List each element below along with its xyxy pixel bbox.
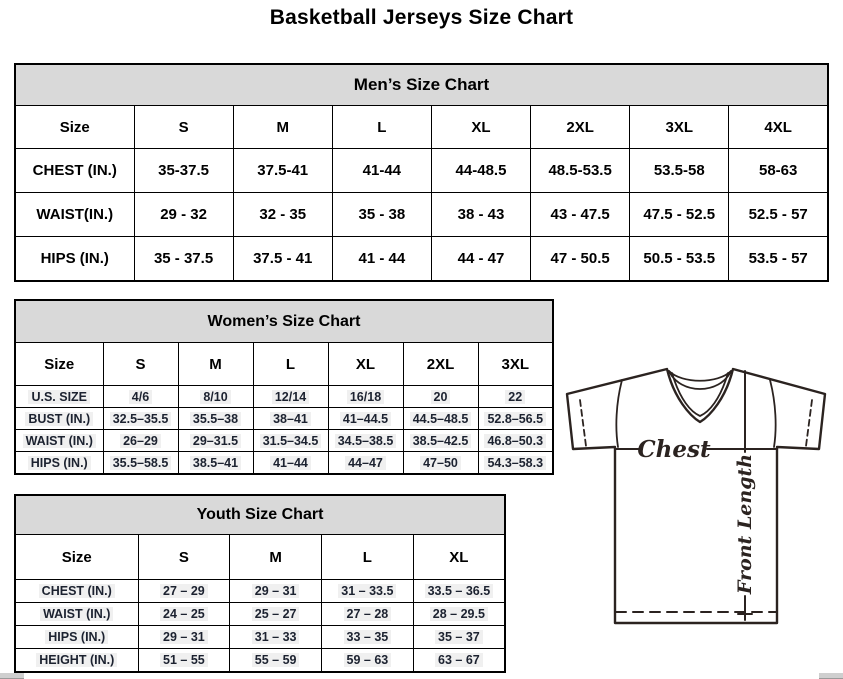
column-header: XL	[431, 106, 530, 149]
jersey-outline-shape	[567, 369, 825, 623]
size-value-cell: 44 - 47	[431, 237, 530, 282]
table-row	[15, 430, 553, 452]
collar-band-curve-1	[669, 371, 731, 381]
column-header: Size	[15, 535, 138, 580]
size-value-cell: 24 – 25	[138, 603, 230, 626]
column-header: 2XL	[403, 343, 478, 386]
left-armhole-seam	[616, 380, 622, 447]
size-value-cell: 35 – 37	[413, 626, 505, 649]
table-row	[15, 580, 505, 603]
row-label: HIPS (IN.)	[15, 626, 138, 649]
size-value-cell: 35-37.5	[134, 149, 233, 193]
column-header-row	[15, 535, 505, 580]
row-label: CHEST (IN.)	[15, 149, 134, 193]
table-row	[15, 603, 505, 626]
size-value-cell: 51 – 55	[138, 649, 230, 673]
size-value-cell: 27 – 29	[138, 580, 230, 603]
column-header-row	[15, 343, 553, 386]
size-value-cell: 29 - 32	[134, 193, 233, 237]
size-value-cell: 41 - 44	[332, 237, 431, 282]
size-value-cell: 47 - 50.5	[531, 237, 630, 282]
table-row	[15, 649, 505, 673]
row-label: HIPS (IN.)	[15, 237, 134, 282]
size-value-cell: 37.5 - 41	[233, 237, 332, 282]
size-value-cell: 26–29	[103, 430, 178, 452]
column-header: M	[178, 343, 253, 386]
size-value-cell: 4/6	[103, 386, 178, 408]
mens-size-chart-table	[14, 63, 829, 282]
right-armhole-seam	[770, 380, 776, 447]
table-row	[15, 193, 828, 237]
jersey-measurement-diagram	[558, 358, 838, 628]
womens-size-chart-table	[14, 299, 554, 475]
size-value-cell: 27 – 28	[322, 603, 414, 626]
size-value-cell: 58-63	[729, 149, 828, 193]
size-value-cell: 43 - 47.5	[531, 193, 630, 237]
column-header: 3XL	[630, 106, 729, 149]
size-value-cell: 28 – 29.5	[413, 603, 505, 626]
size-value-cell: 25 – 27	[230, 603, 322, 626]
size-value-cell: 33 – 35	[322, 626, 414, 649]
right-cuff-dashed-line	[806, 400, 812, 446]
size-value-cell: 20	[403, 386, 478, 408]
column-header: S	[138, 535, 230, 580]
size-value-cell: 22	[478, 386, 553, 408]
table-title: Men’s Size Chart	[15, 64, 828, 106]
youth-size-chart-table	[14, 494, 506, 673]
column-header: 3XL	[478, 343, 553, 386]
size-value-cell: 33.5 – 36.5	[413, 580, 505, 603]
size-value-cell: 55 – 59	[230, 649, 322, 673]
size-value-cell: 38.5–42.5	[403, 430, 478, 452]
size-value-cell: 52.8–56.5	[478, 408, 553, 430]
scrollbar-corner-right	[819, 673, 843, 679]
size-value-cell: 48.5-53.5	[531, 149, 630, 193]
size-value-cell: 53.5 - 57	[729, 237, 828, 282]
row-label: WAIST (IN.)	[15, 603, 138, 626]
page-title: Basketball Jerseys Size Chart	[269, 6, 574, 29]
column-header: Size	[15, 106, 134, 149]
size-value-cell: 59 – 63	[322, 649, 414, 673]
size-value-cell: 44–47	[328, 452, 403, 475]
size-value-cell: 12/14	[253, 386, 328, 408]
chest-label: Chest	[637, 436, 711, 463]
column-header: Size	[15, 343, 103, 386]
size-value-cell: 44.5–48.5	[403, 408, 478, 430]
column-header: 2XL	[531, 106, 630, 149]
row-label: BUST (IN.)	[15, 408, 103, 430]
collar-inner-vee	[672, 373, 728, 416]
size-value-cell: 38–41	[253, 408, 328, 430]
table-row	[15, 626, 505, 649]
size-value-cell: 35.5–38	[178, 408, 253, 430]
column-header: M	[230, 535, 322, 580]
scrollbar-corner-left	[0, 673, 24, 679]
row-label: HIPS (IN.)	[15, 452, 103, 475]
size-value-cell: 50.5 - 53.5	[630, 237, 729, 282]
column-header: XL	[413, 535, 505, 580]
size-value-cell: 41–44.5	[328, 408, 403, 430]
size-value-cell: 31.5–34.5	[253, 430, 328, 452]
front-length-label: Front Length	[734, 453, 756, 595]
size-value-cell: 8/10	[178, 386, 253, 408]
column-header: XL	[328, 343, 403, 386]
size-value-cell: 46.8–50.3	[478, 430, 553, 452]
size-value-cell: 31 – 33.5	[322, 580, 414, 603]
size-value-cell: 47.5 - 52.5	[630, 193, 729, 237]
table-title: Women’s Size Chart	[15, 300, 553, 343]
size-value-cell: 35 - 37.5	[134, 237, 233, 282]
table-title: Youth Size Chart	[15, 495, 505, 535]
row-label: U.S. SIZE	[15, 386, 103, 408]
row-label: WAIST (IN.)	[15, 430, 103, 452]
row-label: CHEST (IN.)	[15, 580, 138, 603]
column-header: L	[253, 343, 328, 386]
size-value-cell: 29–31.5	[178, 430, 253, 452]
table-row	[15, 237, 828, 282]
column-header: L	[322, 535, 414, 580]
size-value-cell: 16/18	[328, 386, 403, 408]
row-label: WAIST(IN.)	[15, 193, 134, 237]
column-header: S	[134, 106, 233, 149]
size-value-cell: 47–50	[403, 452, 478, 475]
size-value-cell: 32.5–35.5	[103, 408, 178, 430]
size-value-cell: 32 - 35	[233, 193, 332, 237]
size-value-cell: 29 – 31	[230, 580, 322, 603]
size-value-cell: 38.5–41	[178, 452, 253, 475]
table-row	[15, 408, 553, 430]
table-row	[15, 386, 553, 408]
column-header: L	[332, 106, 431, 149]
size-value-cell: 52.5 - 57	[729, 193, 828, 237]
size-value-cell: 63 – 67	[413, 649, 505, 673]
size-value-cell: 29 – 31	[138, 626, 230, 649]
table-row	[15, 452, 553, 475]
size-value-cell: 53.5-58	[630, 149, 729, 193]
size-value-cell: 41-44	[332, 149, 431, 193]
size-value-cell: 31 – 33	[230, 626, 322, 649]
size-value-cell: 37.5-41	[233, 149, 332, 193]
size-value-cell: 41–44	[253, 452, 328, 475]
left-cuff-dashed-line	[580, 400, 586, 446]
column-header: 4XL	[729, 106, 828, 149]
size-value-cell: 38 - 43	[431, 193, 530, 237]
size-value-cell: 34.5–38.5	[328, 430, 403, 452]
size-value-cell: 35 - 38	[332, 193, 431, 237]
size-value-cell: 44-48.5	[431, 149, 530, 193]
size-value-cell: 35.5–58.5	[103, 452, 178, 475]
column-header: M	[233, 106, 332, 149]
row-label: HEIGHT (IN.)	[15, 649, 138, 673]
size-value-cell: 54.3–58.3	[478, 452, 553, 475]
column-header: S	[103, 343, 178, 386]
table-row	[15, 149, 828, 193]
column-header-row	[15, 106, 828, 149]
